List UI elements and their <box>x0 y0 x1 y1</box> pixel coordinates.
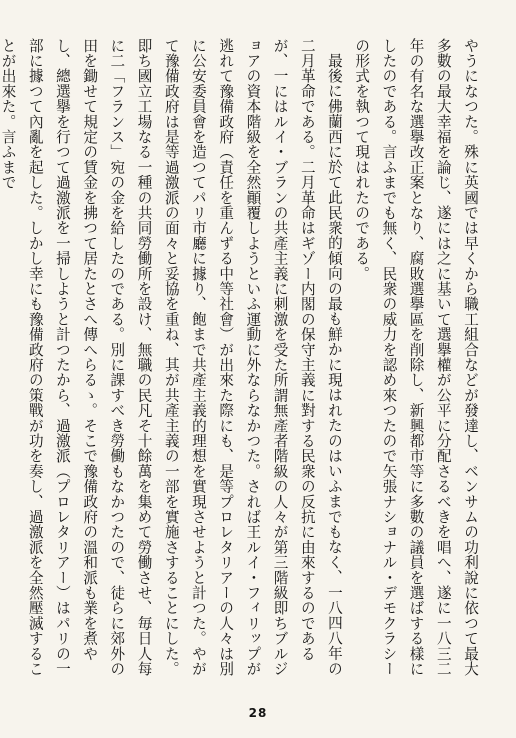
page-number: 28 <box>248 706 268 720</box>
paragraph-1: やうになつた。殊に英國では早くから職工組合などが發達し、ベンサムの功利說に依つて最大多數の最大幸福を論じ、遂には之に基いて選擧權が公平に分配さるべきを唱へ、遂に一八三二年の有名な選擧改正案となり、腐敗選擧區を削除し、新興都市等に多數の議員を選ばする樣にしたのである。言ふまでも無く、民衆の威力を認め來つたので矢張ナショナル・デモクラシーの形式を執つて現はれたのである。 <box>353 38 479 677</box>
body-text <box>0 38 484 688</box>
paragraph-2: 最後に佛蘭西に於て此民衆的傾向の最も鮮かに現はれたのはいふまでもなく、一八四八年の二月革命である。二月革命はギゾー内閣の保守主義に對する民衆の反抗に由來するのであるが、一にはルイ・ブランの共產主義に刺激を受た所謂無產者階級の人々が第三階級即ちブルジョアの資本階級を全然顚覆しようといふ運動に外ならなかつた。されば王ルイ・フィリップが逃れて豫備政府（責任を重んずる中等社會）が出來た際にも、是等プロレタリアーの人々は別に公安委員會を造つてパリ市廳に據り、飽まで共產主義的理想を實現させようと計つた。やがて豫備政府は是等過激派の面々と妥協を重ね、其が共產主義の一部を實施さすることにした。即ち國立工場なる一種の共同勞働所を設け、無職の民凡そ十餘萬を集めて勞働させ、毎日人每に二「フランス」宛の金を給したのである。別に課すべき勞働もなかつたので、徒らに郊外の田を鋤せて規定の賃金を拂つて居たとさへ傳へらるゝ。そこで豫備政府の溫和派も業を煮やし、總選擧を行つて過激派を一掃しようと計つたから、過激派（プロレタリアー）はパリの一部に據つて內亂を起した。しかし幸にも豫備政府の策戰が功を奏し、過激派を全然壓滅することが出來た。言ふまで <box>0 38 343 677</box>
